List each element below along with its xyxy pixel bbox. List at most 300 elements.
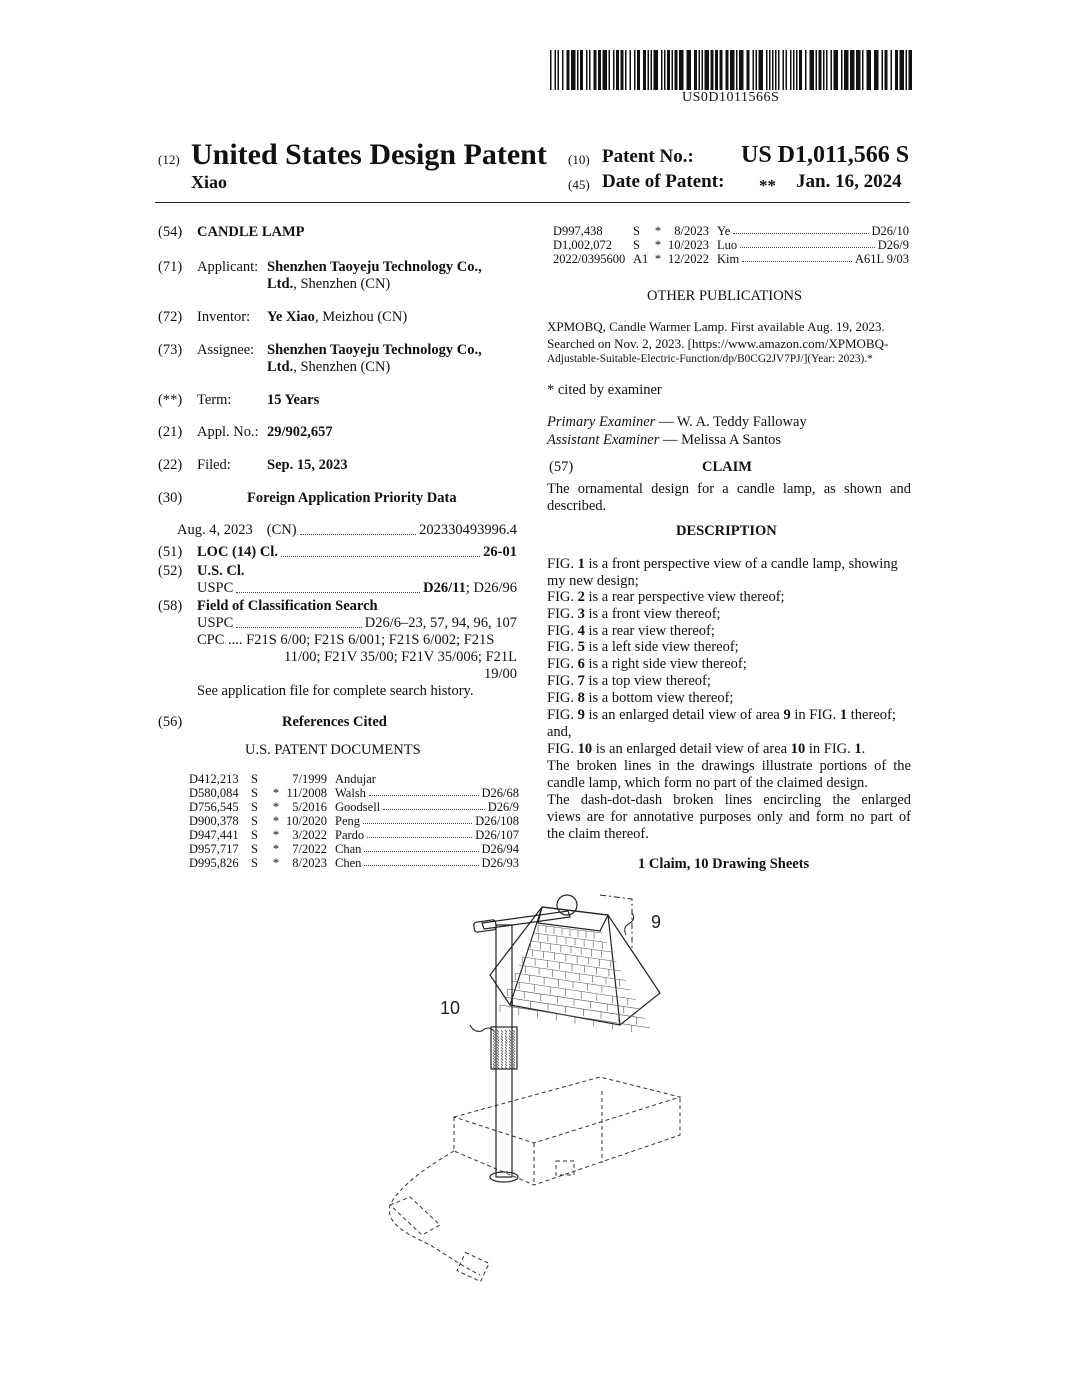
claim-heading: CLAIM xyxy=(702,459,752,475)
priority-country: (CN) xyxy=(266,522,297,538)
appl-no-label: Appl. No.: xyxy=(197,424,259,440)
barcode-bar xyxy=(616,50,619,90)
reference-row xyxy=(189,786,519,800)
lamp-arm xyxy=(482,911,570,929)
assignee-line2: , Shenzhen (CN) xyxy=(293,359,391,375)
claim-line2: described. xyxy=(547,498,607,514)
code-term: (**) xyxy=(158,392,183,408)
ref-date: 3/2022 xyxy=(292,828,327,842)
ref-date: 10/2020 xyxy=(286,814,327,828)
applicant-line1: Shenzhen Taoyeju Technology Co., xyxy=(267,259,482,275)
assignee-label: Assignee: xyxy=(197,342,255,358)
barcode-bar xyxy=(816,50,818,90)
top-ball xyxy=(557,895,577,915)
broken-lines-4: views are for annotative purposes only and form no part of xyxy=(547,809,911,825)
barcode-bar xyxy=(687,50,692,90)
fig9-continuation: and, xyxy=(547,724,572,740)
barcode-bar xyxy=(834,50,839,90)
knurl-mark xyxy=(509,1033,511,1036)
knurl-mark xyxy=(501,1058,503,1061)
references-table-continued xyxy=(553,224,909,266)
search-uspc-label: USPC xyxy=(197,615,234,631)
knurl-mark xyxy=(509,1038,511,1041)
knurl-mark xyxy=(497,1061,499,1064)
barcode-bar xyxy=(874,50,879,90)
knurl-mark xyxy=(501,1030,503,1033)
barcode-bar xyxy=(775,50,777,90)
barcode-graphic xyxy=(550,50,912,90)
foreign-priority-heading: Foreign Application Priority Data xyxy=(247,490,457,506)
figure-description: FIG. 8 is a bottom view thereof; xyxy=(547,689,734,706)
barcode-bar xyxy=(831,50,833,90)
claim-line1: The ornamental design for a candle lamp, as shown and xyxy=(547,481,911,497)
knurl-mark xyxy=(497,1055,499,1058)
knurl-mark xyxy=(509,1058,511,1061)
header-rule xyxy=(155,202,910,203)
cpc-label: CPC xyxy=(197,632,225,648)
leader-dots xyxy=(383,809,485,810)
ref-number: D995,826 xyxy=(189,856,239,870)
barcode-bar xyxy=(882,50,884,90)
ref-number: D997,438 xyxy=(553,224,603,238)
leader-dots xyxy=(367,837,472,838)
knurl-mark xyxy=(493,1033,495,1036)
barcode-bar xyxy=(819,50,822,90)
barcode-bar xyxy=(885,50,888,90)
references-table xyxy=(189,772,519,870)
leader-dots xyxy=(740,247,875,248)
knurl-mark xyxy=(501,1038,503,1041)
ref-name: Ye xyxy=(717,224,731,238)
barcode-bar xyxy=(550,50,552,90)
inventor-location: , Meizhou (CN) xyxy=(314,309,408,325)
barcode-bar xyxy=(772,50,774,90)
knurl-mark xyxy=(509,1030,511,1033)
ref-kind: S xyxy=(251,814,258,828)
figure-description: FIG. 6 is a right side view thereof; xyxy=(547,656,747,673)
code-71: (71) xyxy=(158,259,183,275)
ref-kind: S xyxy=(251,842,258,856)
cpc-line3: 19/00 xyxy=(483,666,517,682)
knurl-mark xyxy=(513,1033,515,1036)
code-51: (51) xyxy=(158,544,183,560)
date-star: ** xyxy=(759,176,776,195)
barcode-bar xyxy=(805,50,807,90)
design-title: CANDLE LAMP xyxy=(197,224,305,240)
ref-date: 8/2023 xyxy=(292,856,327,870)
knurl-mark xyxy=(505,1064,507,1067)
ref-name: Luo xyxy=(717,238,738,252)
ref-number: D947,441 xyxy=(189,828,239,842)
knurl-mark xyxy=(513,1041,515,1044)
knurl-mark xyxy=(497,1050,499,1053)
barcode-bar xyxy=(705,50,710,90)
ref-class: D26/9 xyxy=(877,238,909,252)
inventor-name: Ye Xiao xyxy=(267,309,315,325)
knurl-mark xyxy=(509,1044,511,1047)
knurl-mark xyxy=(513,1050,515,1053)
knurl-mark xyxy=(513,1038,515,1041)
ref-name: Goodsell xyxy=(335,800,381,814)
knurl-mark xyxy=(501,1061,503,1064)
broken-lines-3: The dash-dot-dash broken lines encircling the enlarged xyxy=(547,792,911,808)
ref-kind: S xyxy=(633,224,640,238)
inventor-label: Inventor: xyxy=(197,309,251,325)
barcode-bar xyxy=(594,50,597,90)
knurl-mark xyxy=(505,1058,507,1061)
ref-number: D900,378 xyxy=(189,814,239,828)
shade-course xyxy=(519,965,626,981)
applicant-label: Applicant: xyxy=(197,259,259,275)
knurl-mark xyxy=(505,1050,507,1053)
barcode-bar xyxy=(598,50,601,90)
ref-class: D26/94 xyxy=(481,842,519,856)
ref-class: D26/93 xyxy=(481,856,519,870)
figure-description: FIG. 5 is a left side view thereof; xyxy=(547,639,739,656)
knurl-mark xyxy=(505,1044,507,1047)
code-52: (52) xyxy=(158,563,183,579)
knurl-mark xyxy=(501,1052,503,1055)
barcode-bar xyxy=(891,50,893,90)
code-73: (73) xyxy=(158,342,183,358)
knurl-mark xyxy=(505,1041,507,1044)
ref-star: * xyxy=(272,814,280,828)
detail-10-leader xyxy=(470,1025,494,1031)
knurl-mark xyxy=(493,1061,495,1064)
barcode-bar xyxy=(694,50,697,90)
knurl-mark xyxy=(509,1036,511,1039)
search-uspc-value: D26/6–23, 57, 94, 96, 107 xyxy=(364,615,517,631)
other-publications-heading: OTHER PUBLICATIONS xyxy=(647,288,803,304)
figure-list xyxy=(547,556,911,706)
barcode-bar xyxy=(711,50,714,90)
code-12: (12) xyxy=(158,152,180,167)
knurl-mark xyxy=(509,1064,511,1067)
barcode-bar xyxy=(702,50,704,90)
barcode-bar xyxy=(810,50,815,90)
barcode-bar xyxy=(856,50,861,90)
knurl-mark xyxy=(497,1030,499,1033)
ref-star: * xyxy=(654,252,662,266)
barcode-bar xyxy=(613,50,615,90)
barcode-bar xyxy=(577,50,579,90)
cited-by-examiner-note: * cited by examiner xyxy=(547,382,662,398)
leader-dots xyxy=(742,261,852,262)
filed-value: Sep. 15, 2023 xyxy=(267,457,348,473)
barcode-bar xyxy=(555,50,557,90)
knurl-mark xyxy=(509,1061,511,1064)
barcode-bar xyxy=(730,50,735,90)
barcode-bar xyxy=(589,50,591,90)
reference-row xyxy=(189,856,519,870)
figure-description: FIG. 2 is a rear perspective view thereof; xyxy=(547,589,785,606)
knurl-mark xyxy=(497,1033,499,1036)
knurl-mark xyxy=(513,1052,515,1055)
knurl-mark xyxy=(513,1055,515,1058)
code-58: (58) xyxy=(158,598,183,614)
barcode-bar xyxy=(675,50,678,90)
description-heading: DESCRIPTION xyxy=(676,523,777,539)
barcode-bar xyxy=(586,50,588,90)
appl-no-value: 29/902,657 xyxy=(267,424,333,440)
broken-lines-1: The broken lines in the drawings illustrate portions of the xyxy=(547,758,911,774)
barcode-bar xyxy=(643,50,646,90)
barcode-bar xyxy=(715,50,718,90)
ref-date: 12/2022 xyxy=(668,252,709,266)
leader-dots xyxy=(281,556,480,557)
knurl-mark xyxy=(493,1041,495,1044)
ref-number: D580,084 xyxy=(189,786,239,800)
barcode-bar xyxy=(909,50,913,90)
ref-name: Chan xyxy=(335,842,362,856)
knurl-mark xyxy=(513,1044,515,1047)
code-21: (21) xyxy=(158,424,183,440)
us-patent-docs-heading: U.S. PATENT DOCUMENTS xyxy=(245,742,421,758)
knurl-mark xyxy=(505,1055,507,1058)
ref-date: 7/2022 xyxy=(292,842,327,856)
ref-star: * xyxy=(654,238,662,252)
barcode-bar xyxy=(648,50,650,90)
other-pub-line1: XPMOBQ, Candle Warmer Lamp. First available Aug. 19, 2023. xyxy=(547,319,885,334)
ref-number: D756,545 xyxy=(189,800,239,814)
reference-row xyxy=(553,224,909,238)
filed-label: Filed: xyxy=(197,457,231,473)
cpc-line1: F21S 6/00; F21S 6/001; F21S 6/002; F21S xyxy=(246,632,495,648)
detail-9-label: 9 xyxy=(651,912,662,932)
ref-kind: S xyxy=(633,238,640,252)
knurl-mark xyxy=(497,1038,499,1041)
code-30: (30) xyxy=(158,490,183,506)
knurl-mark xyxy=(493,1058,495,1061)
knurl-mark xyxy=(505,1047,507,1050)
shade-texture xyxy=(500,925,650,1032)
ref-number: D412,213 xyxy=(189,772,239,786)
barcode xyxy=(550,50,912,90)
knurl-mark xyxy=(501,1055,503,1058)
uspc-secondary: ; D26/96 xyxy=(465,580,517,596)
ref-kind: A1 xyxy=(633,252,649,266)
barcode-bar xyxy=(753,50,755,90)
lamp-base xyxy=(389,1077,680,1282)
barcode-bar xyxy=(651,50,653,90)
knurl-mark xyxy=(505,1052,507,1055)
barcode-bar xyxy=(736,50,738,90)
knurl-mark xyxy=(501,1036,503,1039)
knurl-mark xyxy=(497,1044,499,1047)
patent-no-label: Patent No.: xyxy=(602,146,694,167)
figure-description: FIG. 3 is a front view thereof; xyxy=(547,606,721,623)
uspc-main: D26/11 xyxy=(423,580,466,596)
barcode-bar xyxy=(726,50,729,90)
knurl-mark xyxy=(505,1030,507,1033)
ref-star: * xyxy=(272,856,280,870)
ref-kind: S xyxy=(251,856,258,870)
barcode-bar xyxy=(756,50,758,90)
barcode-bar xyxy=(786,50,788,90)
ref-date: 10/2023 xyxy=(668,238,709,252)
reference-row xyxy=(189,772,519,786)
knurl-mark xyxy=(497,1047,499,1050)
knurl-mark xyxy=(497,1064,499,1067)
barcode-bar xyxy=(571,50,576,90)
knurl-mark xyxy=(513,1058,515,1061)
barcode-text: US0D1011566S xyxy=(682,90,780,105)
figure-description: FIG. 7 is a top view thereof; xyxy=(547,672,711,689)
fig10-line: FIG. 10 is an enlarged detail view of area 10 in FIG. 1. xyxy=(547,741,866,757)
ref-class: D26/9 xyxy=(487,800,519,814)
ref-class: A61L 9/03 xyxy=(854,252,909,266)
code-54: (54) xyxy=(158,224,183,240)
barcode-bar xyxy=(630,50,632,90)
barcode-bar xyxy=(609,50,611,90)
barcode-bar xyxy=(720,50,723,90)
applicant-line2: , Shenzhen (CN) xyxy=(293,276,391,292)
ref-kind: S xyxy=(251,786,258,800)
ref-number: 2022/0395600 xyxy=(553,252,626,266)
reference-row xyxy=(553,238,909,252)
inventor-surname: Xiao xyxy=(191,172,227,192)
barcode-bar xyxy=(637,50,640,90)
assistant-examiner-name: — Melissa A Santos xyxy=(659,432,782,448)
assistant-examiner-label: Assistant Examiner xyxy=(547,432,660,448)
barcode-bar xyxy=(862,50,864,90)
barcode-bar xyxy=(844,50,849,90)
other-pub-line2: Searched on Nov. 2, 2023. [https://www.amazon.com/XPMOBQ- xyxy=(547,336,889,351)
ref-number: D957,717 xyxy=(189,842,239,856)
loc-label: LOC (14) Cl. xyxy=(197,544,278,560)
leader-dots xyxy=(236,627,361,628)
barcode-bar xyxy=(621,50,624,90)
broken-lines-2: candle lamp, which form no part of the claimed design. xyxy=(547,775,868,791)
figure-description: FIG. 4 is a rear view thereof; xyxy=(547,622,715,639)
knurl-mark xyxy=(509,1050,511,1053)
barcode-bar xyxy=(841,50,843,90)
ref-kind: S xyxy=(251,800,258,814)
knurl-mark xyxy=(493,1036,495,1039)
knurl-mark xyxy=(497,1036,499,1039)
knurl-mark xyxy=(497,1052,499,1055)
date-of-patent: Jan. 16, 2024 xyxy=(796,171,902,192)
ref-name: Pardo xyxy=(335,828,365,842)
ref-star: * xyxy=(654,224,662,238)
barcode-bar xyxy=(796,50,798,90)
ref-star: * xyxy=(272,800,280,814)
barcode-bar xyxy=(799,50,802,90)
barcode-bar xyxy=(793,50,795,90)
barcode-bar xyxy=(850,50,855,90)
knurl-mark xyxy=(513,1061,515,1064)
barcode-bar xyxy=(826,50,828,90)
code-72: (72) xyxy=(158,309,183,325)
knurl-mark xyxy=(513,1036,515,1039)
ref-date: 8/2023 xyxy=(674,224,709,238)
assignee-line1: Shenzhen Taoyeju Technology Co., xyxy=(267,342,482,358)
cpc-line2: 11/00; F21V 35/00; F21V 35/006; F21L xyxy=(284,649,517,665)
broken-lines-5: the claim thereof. xyxy=(547,826,649,842)
figure-description: FIG. 1 is a front perspective view of a candle lamp, showing xyxy=(547,556,898,572)
leader-dots xyxy=(364,851,478,852)
barcode-bar xyxy=(823,50,825,90)
barcode-bar xyxy=(580,50,583,90)
leader-dots xyxy=(364,865,478,866)
knurl-mark xyxy=(509,1052,511,1055)
loc-value: 26-01 xyxy=(483,544,517,560)
knurl-mark xyxy=(493,1038,495,1041)
knurl-mark xyxy=(497,1058,499,1061)
knurl-mark xyxy=(493,1047,495,1050)
ref-date: 11/2008 xyxy=(286,786,327,800)
barcode-bar xyxy=(895,50,898,90)
knurl-mark xyxy=(509,1047,511,1050)
uspc-label: USPC xyxy=(197,580,234,596)
ref-name: Walsh xyxy=(335,786,366,800)
reference-row xyxy=(189,814,519,828)
ref-name: Kim xyxy=(717,252,740,266)
barcode-bar xyxy=(759,50,764,90)
fig9-line: FIG. 9 is an enlarged detail view of area 9 in FIG. 1 thereof; xyxy=(547,707,896,723)
barcode-bar xyxy=(766,50,768,90)
knurl-mark xyxy=(509,1055,511,1058)
knurl-mark xyxy=(505,1061,507,1064)
leader-dots xyxy=(369,795,479,796)
barcode-bar xyxy=(679,50,684,90)
knurl-mark xyxy=(501,1044,503,1047)
primary-examiner-name: — W. A. Teddy Falloway xyxy=(655,414,807,430)
knurl-mark xyxy=(513,1047,515,1050)
ref-date: 5/2016 xyxy=(292,800,327,814)
barcode-bar xyxy=(900,50,905,90)
knurl-mark xyxy=(501,1050,503,1053)
reference-row xyxy=(189,842,519,856)
barcode-bar xyxy=(654,50,659,90)
code-45: (45) xyxy=(568,177,590,192)
barcode-bar xyxy=(769,50,771,90)
barcode-bar xyxy=(567,50,570,90)
representative-drawing xyxy=(370,885,700,1285)
barcode-bar xyxy=(558,50,560,90)
term-label: Term: xyxy=(197,392,232,408)
knurl-mark xyxy=(493,1055,495,1058)
barcode-bar xyxy=(778,50,780,90)
barcode-bar xyxy=(667,50,670,90)
barcode-bar xyxy=(634,50,636,90)
knurl-mark xyxy=(505,1038,507,1041)
ref-kind: S xyxy=(251,828,258,842)
barcode-bar xyxy=(664,50,666,90)
priority-number: 202330493996.4 xyxy=(419,522,517,538)
term-value: 15 Years xyxy=(267,392,320,408)
figure-description: my new design; xyxy=(547,572,639,589)
knurl-mark xyxy=(501,1033,503,1036)
applicant-ltd: Ltd. xyxy=(267,276,294,292)
knurl-mark xyxy=(497,1041,499,1044)
knurl-mark xyxy=(501,1064,503,1067)
barcode-bar xyxy=(747,50,750,90)
barcode-bar xyxy=(661,50,663,90)
knurl-mark xyxy=(513,1064,515,1067)
priority-date: Aug. 4, 2023 xyxy=(177,522,253,538)
patent-number: US D1,011,566 S xyxy=(741,142,910,168)
knurl-mark xyxy=(501,1047,503,1050)
shade-course xyxy=(534,933,607,943)
barcode-bar xyxy=(603,50,608,90)
knurl-mark xyxy=(501,1041,503,1044)
code-10: (10) xyxy=(568,152,590,167)
knurl-mark xyxy=(493,1064,495,1067)
ref-star: * xyxy=(272,828,280,842)
reference-row xyxy=(553,252,909,266)
code-22: (22) xyxy=(158,457,183,473)
